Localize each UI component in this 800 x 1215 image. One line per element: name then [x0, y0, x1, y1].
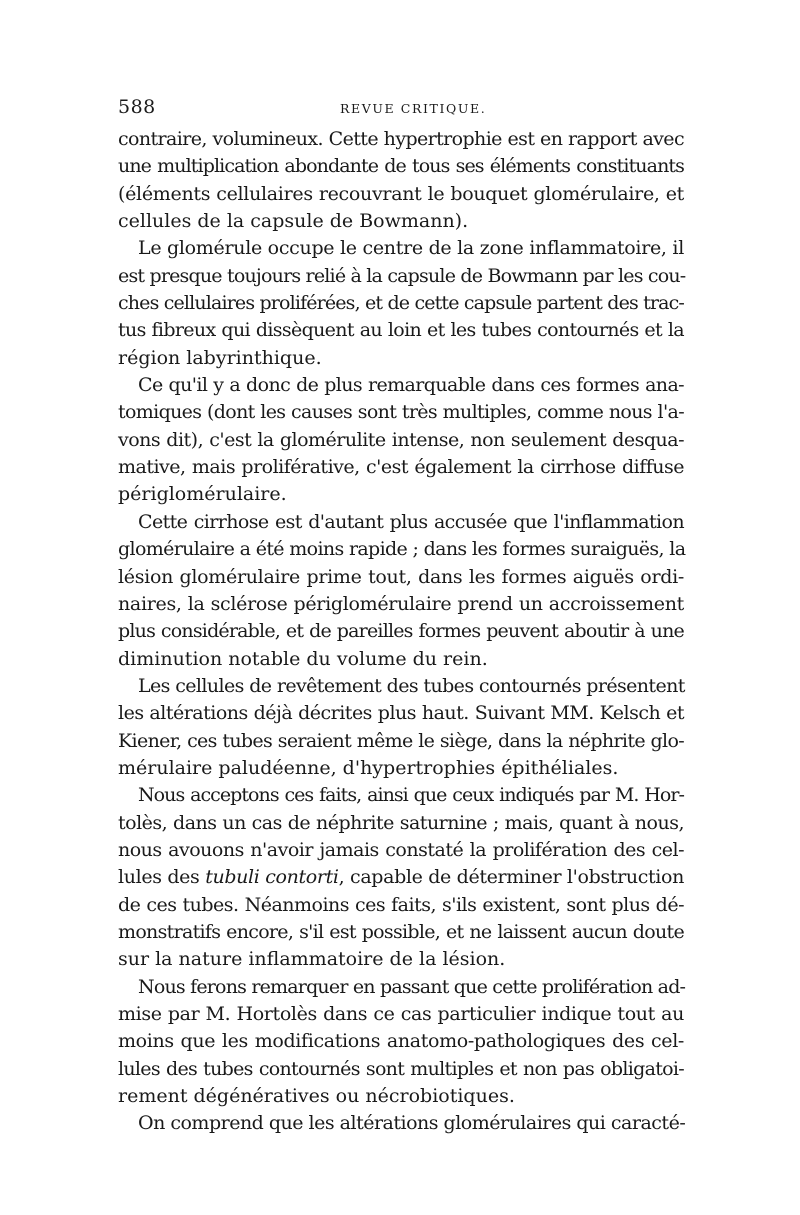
text-line: tus fibreux qui dissèquent au loin et les tubes contournés et la [118, 319, 684, 342]
text-line: Ce qu'il y a donc de plus remarquable dans ces formes ana- [138, 374, 684, 397]
text-line: moins que les modifications anatomo-pathologiques des cel- [118, 1030, 684, 1053]
text-line: naires, la sclérose périglomérulaire prend un accroissement [118, 592, 684, 615]
text-segment: , capable de déterminer l'obstruction [338, 866, 684, 889]
text-line: de ces tubes. Néanmoins ces faits, s'ils existent, sont plus dé- [118, 893, 684, 916]
text-line [118, 864, 684, 891]
text-line: glomérulaire a été moins rapide ; dans les formes suraiguës, la [118, 538, 686, 561]
text-line: diminution notable du volume du rein. [118, 647, 488, 670]
text-line: est presque toujours relié à la capsule de Bowmann par les cou- [118, 264, 686, 287]
text-line: rement dégénératives ou nécrobiotiques. [118, 1085, 515, 1108]
text-line: une multiplication abondante de tous ses éléments constituants [118, 155, 684, 178]
text-line: lules des tubes contournés sont multiples et non pas obligatoi- [118, 1057, 684, 1080]
text-line: nous avouons n'avoir jamais constaté la prolifération des cel- [118, 838, 684, 861]
text-line: tomiques (dont les causes sont très multiples, comme nous l'a- [118, 401, 684, 424]
text-line: tolès, dans un cas de néphrite saturnine ; mais, quant à nous, [118, 811, 684, 834]
text-line: Les cellules de revêtement des tubes contournés présentent [138, 674, 685, 697]
text-line: Nous acceptons ces faits, ainsi que ceux indiqués par M. Hor- [138, 784, 684, 807]
italic-term: tubuli contorti [205, 866, 339, 889]
text-line: Kiener, ces tubes seraient même le siège, dans la néphrite glo- [118, 729, 684, 752]
text-line: ches cellulaires proliférées, et de cette capsule partent des trac- [118, 292, 684, 315]
text-line: mise par M. Hortolès dans ce cas particulier indique tout au [118, 1003, 684, 1025]
text-line: contraire, volumineux. Cette hypertrophie est en rapport avec [118, 128, 684, 150]
text-line: mérulaire paludéenne, d'hypertrophies épithéliales. [118, 756, 619, 779]
running-head: REVUE CRITIQUE. [340, 101, 487, 116]
text-line: mative, mais proliférative, c'est également la cirrhose diffuse [118, 456, 684, 479]
text-line: On comprend que les altérations glomérulaires qui caracté- [138, 1112, 686, 1135]
text-line: monstratifs encore, s'il est possible, et ne laissent aucun doute [118, 920, 684, 943]
text-line: région labyrinthique. [118, 346, 322, 369]
text-line: sur la nature inflammatoire de la lésion. [118, 948, 506, 971]
text-line: cellules de la capsule de Bowmann). [118, 210, 469, 233]
body-text [118, 126, 684, 1138]
text-line: (éléments cellulaires recouvrant le bouquet glomérulaire, et [118, 182, 684, 205]
text-line: périglomérulaire. [118, 483, 287, 506]
text-line: lésion glomérulaire prime tout, dans les formes aiguës ordi- [118, 565, 684, 588]
page-number: 588 [118, 96, 156, 118]
text-line: Le glomérule occupe le centre de la zone inflammatoire, il [138, 237, 684, 260]
text-line: vons dit), c'est la glomérulite intense, non seulement desqua- [118, 428, 684, 451]
text-line: plus considérable, et de pareilles formes peuvent aboutir à une [118, 620, 684, 643]
text-line: Cette cirrhose est d'autant plus accusée que l'inflammation [138, 510, 684, 533]
page-header [118, 96, 684, 120]
text-line: Nous ferons remarquer en passant que cette prolifération ad- [138, 975, 686, 998]
text-line: les altérations déjà décrites plus haut. Suivant MM. Kelsch et [118, 702, 684, 725]
text-segment: lules des [118, 866, 206, 889]
